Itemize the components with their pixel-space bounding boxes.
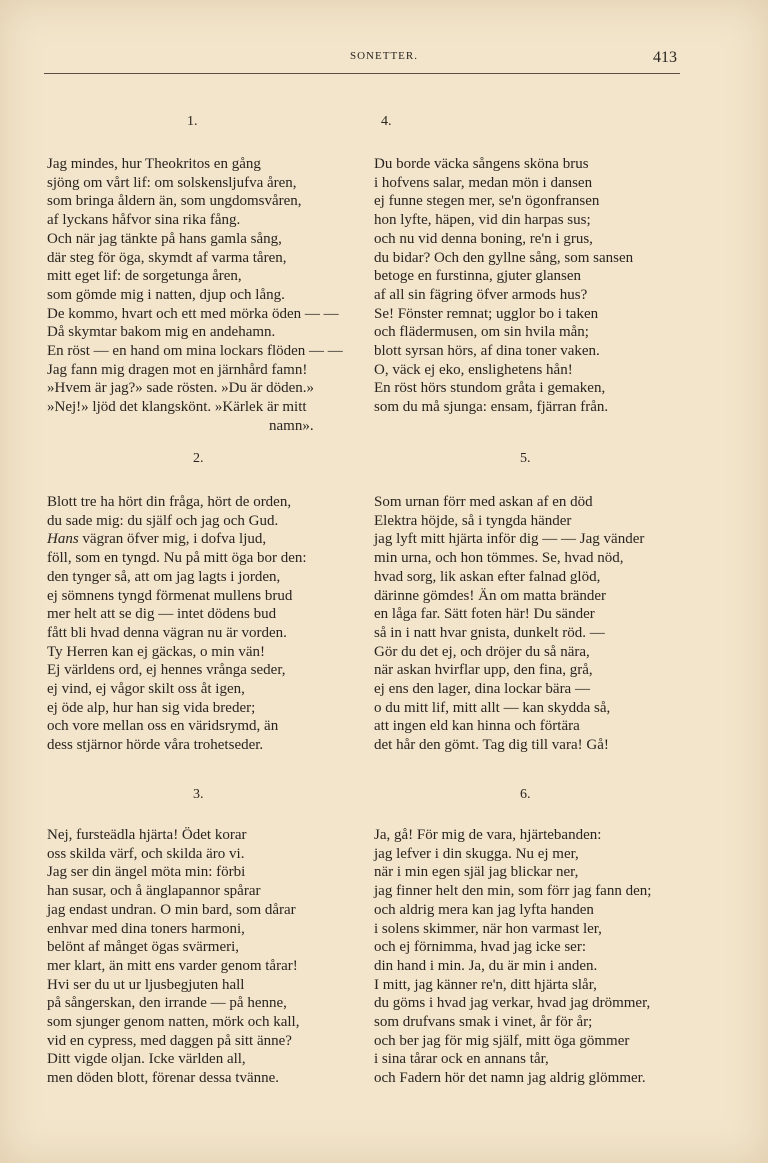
poem-line (47, 661, 307, 680)
poem-line-text: men döden blott, förenar dessa tvänne. (47, 1070, 280, 1087)
poem-line-text: sjöng om vårt lif: om solskensljufva åren, (47, 174, 297, 191)
poem-line-text: när i min egen själ jag blickar ner, (374, 864, 579, 881)
poem-line (374, 976, 651, 995)
poem-line-text: ej öde alp, hur han sig vida breder; (47, 699, 256, 716)
poem-line (374, 1013, 651, 1032)
sonnet-6 (374, 826, 651, 1088)
italic-word: Hans (47, 531, 79, 548)
poem-line (374, 717, 644, 736)
poem-line (47, 398, 343, 417)
poem-line (47, 493, 307, 512)
poem-line (374, 530, 644, 549)
poem-line-text: hvad sorg, lik askan efter falnad glöd, (374, 568, 601, 585)
sonnet-number-5: 5. (520, 451, 531, 466)
sonnet-1 (47, 155, 343, 436)
poem-line (374, 305, 633, 324)
poem-line-text: Ja, gå! För mig de vara, hjärtebanden: (374, 827, 602, 843)
poem-line-text: så in i natt hvar gnista, dunkelt röd. — (374, 624, 605, 641)
poem-line-text: Gör du det ej, och dröjer du så nära, (374, 643, 590, 660)
poem-line (374, 192, 633, 211)
poem-line-text: och vore mellan oss en väridsrymd, än (47, 718, 279, 735)
poem-line (374, 512, 644, 531)
poem-line (47, 549, 307, 568)
poem-line (47, 938, 299, 957)
poem-line (374, 699, 644, 718)
poem-line (47, 230, 343, 249)
poem-line-text: ej vind, ej vågor skilt oss åt igen, (47, 681, 245, 698)
poem-line-text: Jag mindes, hur Theokritos en gång (47, 156, 261, 172)
poem-line (47, 920, 299, 939)
poem-line (47, 267, 343, 286)
poem-line (374, 174, 633, 193)
poem-line-text: vid en cypress, med daggen på sitt änne? (47, 1032, 292, 1049)
poem-line (47, 155, 343, 174)
poem-line-text: och ej förnimma, hvad jag icke ser: (374, 939, 587, 956)
poem-line (374, 863, 651, 882)
poem-line-text: I mitt, jag känner re'n, ditt hjärta slår, (374, 976, 597, 993)
poem-line (374, 361, 633, 380)
poem-line-text: hon lyfte, häpen, vid din harpas sus; (374, 212, 591, 229)
poem-line (47, 624, 307, 643)
poem-line (374, 826, 651, 845)
poem-line (374, 1069, 651, 1088)
poem-line-text: ej ens den lager, dina lockar bära — (374, 681, 590, 698)
poem-line-text: i hofvens salar, medan mön i dansen (374, 174, 593, 191)
poem-line (374, 1050, 651, 1069)
poem-line (47, 530, 307, 549)
sonnet-4 (374, 155, 633, 417)
poem-line-text: Som urnan förr med askan af en död (374, 494, 593, 510)
poem-line-text: betoge en furstinna, gjuter glansen (374, 268, 582, 285)
poem-line (47, 976, 299, 995)
poem-line-text: som sjunger genom natten, mörk och kall, (47, 1014, 300, 1031)
poem-line-text: mer helt att se dig — intet dödens bud (47, 606, 277, 623)
poem-line (374, 882, 651, 901)
poem-line (47, 826, 299, 845)
poem-line-text: De kommo, hvart och ett med mörka öden — — (47, 305, 339, 322)
poem-line-text: du göms i hvad jag verkar, hvad jag drömmer, (374, 995, 651, 1012)
poem-line (47, 192, 343, 211)
poem-line (374, 286, 633, 305)
poem-line-text: af lyckans håfvor sina rika fång. (47, 212, 241, 229)
poem-line (47, 901, 299, 920)
poem-line-text: Jag fann mig dragen mot en järnhård famn! (47, 361, 308, 378)
poem-line-text: att ingen eld kan hinna och förtära (374, 718, 580, 735)
poem-line-text: och aldrig mera kan jag lyfta handen (374, 901, 594, 918)
poem-line-text: som gömde mig i natten, djup och lång. (47, 286, 285, 303)
poem-line-text: namn». (269, 417, 314, 434)
poem-line (374, 587, 644, 606)
poem-line (47, 568, 307, 587)
poem-line (374, 1032, 651, 1051)
poem-line-text: och Fadern hör det namn jag aldrig glömmer. (374, 1070, 646, 1087)
poem-line-text: och nu vid denna boning, re'n i grus, (374, 230, 593, 247)
poem-line-text: Jag ser din ängel möta min: förbi (47, 864, 246, 881)
poem-line (47, 736, 307, 755)
poem-line-text: på sångerskan, den irrande — på henne, (47, 995, 287, 1012)
poem-line-text: dess stjärnor hörde våra trohetseder. (47, 737, 264, 754)
poem-line (374, 249, 633, 268)
poem-line-text: du sade mig: du själf och jag och Gud. (47, 512, 279, 529)
poem-line (374, 901, 651, 920)
poem-line-text: af all sin fägring öfver armods hus? (374, 286, 588, 303)
poem-line-text: som du må sjunga: ensam, fjärran från. (374, 399, 609, 416)
poem-line (374, 680, 644, 699)
poem-line-text: som drufvans smak i vinet, år för år; (374, 1014, 593, 1031)
poem-line (47, 342, 343, 361)
poem-line (374, 957, 651, 976)
poem-line (47, 379, 343, 398)
poem-line-text: jag endast undran. O min bard, som dårar (47, 901, 296, 918)
poem-line (374, 493, 644, 512)
poem-line-text: det hår den gömt. Tag dig till vara! Gå! (374, 737, 609, 754)
sonnet-number-3: 3. (193, 787, 204, 802)
poem-line (374, 568, 644, 587)
poem-line-text: Och när jag tänkte på hans gamla sång, (47, 230, 282, 247)
poem-line (47, 361, 343, 380)
poem-line (374, 736, 644, 755)
poem-line-text: En röst hörs stundom gråta i gemaken, (374, 380, 606, 397)
poem-line (374, 643, 644, 662)
poem-line (374, 155, 633, 174)
sonnet-3 (47, 826, 299, 1088)
poem-line (374, 938, 651, 957)
poem-line-text: o du mitt lif, mitt allt — kan skydda så, (374, 699, 611, 716)
poem-line-text: där steg för öga, skymdt af varma tåren, (47, 249, 287, 266)
poem-line (374, 845, 651, 864)
poem-line (47, 323, 343, 342)
sonnet-number-2: 2. (193, 451, 204, 466)
sonnet-number-1: 1. (187, 114, 198, 129)
poem-line-text: mitt eget lif: de sorgetunga åren, (47, 268, 242, 285)
poem-line (374, 323, 633, 342)
poem-line-text: mer klart, än mitt ens varder genom tårar! (47, 957, 298, 974)
poem-line-text: »Hvem är jag?» sade rösten. »Du är döden.» (47, 380, 314, 397)
poem-line (47, 211, 343, 230)
poem-line-text: enhvar med dina toners harmoni, (47, 920, 245, 937)
poem-line-text: belönt af månget ögas svärmeri, (47, 939, 240, 956)
poem-line (47, 1069, 299, 1088)
poem-line-text: En röst — en hand om mina lockars flöden — — (47, 343, 343, 360)
poem-line (374, 267, 633, 286)
poem-line (47, 587, 307, 606)
poem-line-text: därinne gömdes! Än om matta bränder (374, 587, 607, 604)
poem-line (47, 1032, 299, 1051)
poem-line (47, 305, 343, 324)
poem-line-text: din hand i min. Ja, du är min i anden. (374, 957, 598, 974)
poem-line (47, 249, 343, 268)
page-number: 413 (653, 49, 677, 66)
poem-line-text: jag lefver i din skugga. Nu ej mer, (374, 845, 579, 862)
poem-line (374, 398, 633, 417)
poem-line-text: Elektra höjde, så i tyngda händer (374, 512, 572, 529)
poem-line (47, 1013, 299, 1032)
poem-line-text: Ty Herren kan ej gäckas, o min vän! (47, 643, 266, 660)
poem-line (374, 661, 644, 680)
poem-line-text: min urna, och hon tömmes. Se, hvad nöd, (374, 550, 624, 567)
sonnet-2 (47, 493, 307, 755)
poem-line-text: Ditt vigde oljan. Icke världen all, (47, 1051, 246, 1068)
poem-line (374, 624, 644, 643)
poem-line (47, 882, 299, 901)
sonnet-number-6: 6. (520, 787, 531, 802)
poem-line (47, 863, 299, 882)
poem-line-text: jag lyft mitt hjärta inför dig — — Jag vänder (374, 531, 645, 548)
poem-line (47, 680, 307, 699)
poem-line (374, 605, 644, 624)
poem-line-text: föll, som en tyngd. Nu på mitt öga bor den: (47, 550, 307, 567)
poem-line-text: blott syrsan hörs, af dina toner vaken. (374, 343, 600, 360)
poem-line-text: Hvi ser du ut ur ljusbegjuten hall (47, 976, 245, 993)
poem-line-text: oss skilda värf, och skilda äro vi. (47, 845, 245, 862)
poem-line-text: Du borde väcka sångens sköna brus (374, 156, 589, 172)
poem-line-text: Ej världens ord, ej hennes vrånga seder, (47, 662, 286, 679)
poem-line (374, 379, 633, 398)
poem-line-text: i sina tårar ock en annans tår, (374, 1051, 549, 1068)
poem-line (47, 717, 307, 736)
poem-line (47, 512, 307, 531)
poem-line-text: i solens skimmer, när hon varmast ler, (374, 920, 602, 937)
poem-line-text: vägran öfver mig, i dofva ljud, (78, 531, 267, 548)
poem-line-text: Då skymtar bakom mig en andehamn. (47, 324, 276, 341)
poem-line-text: Blott tre ha hört din fråga, hört de orden, (47, 494, 292, 510)
poem-line (374, 920, 651, 939)
poem-line-text: och ber jag för mig själf, mitt öga gömmer (374, 1032, 630, 1049)
poem-line-text: och flädermusen, om sin hvila mån; (374, 324, 589, 341)
poem-line-text: han susar, och å änglapannor spårar (47, 883, 261, 900)
header-rule (44, 73, 680, 74)
poem-line-text: ej funne stegen mer, se'n ögonfransen (374, 193, 600, 210)
poem-line (374, 211, 633, 230)
poem-line (374, 994, 651, 1013)
poem-line (374, 230, 633, 249)
poem-line (47, 1050, 299, 1069)
poem-line-text: som bringa åldern än, som ungdomsvåren, (47, 193, 302, 210)
poem-line (47, 994, 299, 1013)
poem-line-text: ej sömnens tyngd förmenat mullens brud (47, 587, 293, 604)
poem-line (47, 845, 299, 864)
poem-line (47, 643, 307, 662)
poem-line-text: den tynger så, att om jag lagts i jorden, (47, 568, 281, 585)
poem-line-text: Se! Fönster remnat; ugglor bo i taken (374, 305, 599, 322)
poem-line-text: O, väck ej eko, enslighetens hån! (374, 361, 573, 378)
poem-line (374, 549, 644, 568)
poem-line (47, 417, 343, 436)
poem-line (47, 174, 343, 193)
poem-line-text: en låga far. Sätt foten här! Du sänder (374, 606, 595, 623)
sonnet-5 (374, 493, 644, 755)
poem-line-text: »Nej!» ljöd det klangskönt. »Kärlek är mitt (47, 399, 307, 416)
poem-line (374, 342, 633, 361)
poem-line-text: Nej, fursteädla hjärta! Ödet korar (47, 827, 247, 843)
sonnet-number-4: 4. (381, 114, 392, 129)
poem-line (47, 699, 307, 718)
poem-line-text: jag finner helt den min, som förr jag fann den; (374, 883, 652, 900)
poem-line (47, 957, 299, 976)
running-title: SONETTER. (350, 50, 418, 62)
poem-line-text: fått bli hvad denna vägran nu är vorden. (47, 624, 287, 641)
poem-line (47, 286, 343, 305)
poem-line-text: du bidar? Och den gyllne sång, som sansen (374, 249, 634, 266)
poem-line-text: när askan hvirflar upp, den fina, grå, (374, 662, 593, 679)
poem-line (47, 605, 307, 624)
